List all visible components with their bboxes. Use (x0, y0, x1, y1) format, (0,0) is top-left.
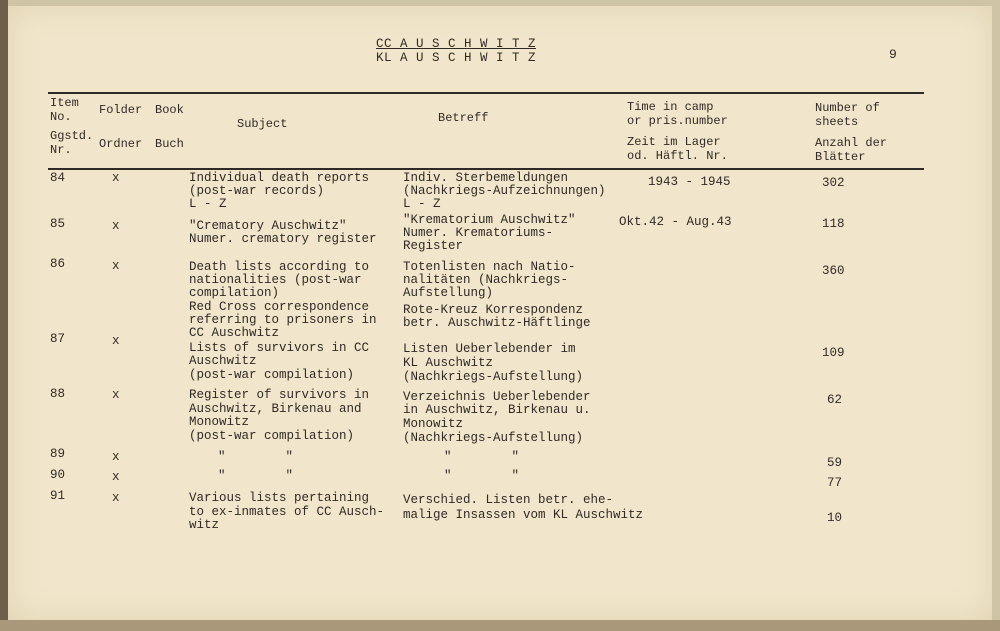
row-betreff-line: nalitäten (Nachkriegs- (403, 273, 569, 287)
col-sheets-de-line1: Anzahl der (815, 136, 888, 150)
row-folder-mark: x (112, 470, 120, 484)
row-betreff-line: Listen Ueberlebender im (403, 342, 576, 356)
row-item-number: 87 (50, 332, 66, 346)
row-subject-line: L - Z (189, 197, 227, 211)
row-folder-mark: x (112, 450, 120, 464)
row-subject-line: referring to prisoners in (189, 313, 377, 327)
row-betreff-line: Aufstellung) (403, 286, 494, 300)
row-item-number: 89 (50, 447, 66, 461)
row-time: Okt.42 - Aug.43 (619, 215, 732, 229)
row-item-number: 84 (50, 171, 66, 185)
row-subject-ditto: " " (218, 469, 294, 483)
row-item-number: 85 (50, 217, 66, 231)
row-betreff-line: Totenlisten nach Natio- (403, 260, 576, 274)
col-book: Book (155, 103, 184, 117)
row-betreff-line: Rote-Kreuz Korrespondenz (403, 303, 584, 317)
row-subject-line: CC Auschwitz (189, 326, 280, 340)
col-folder: Folder (99, 103, 143, 117)
row-betreff-line: KL Auschwitz (403, 356, 494, 370)
row-betreff-line: Verzeichnis Ueberlebender (403, 390, 591, 404)
row-subject-line: (post-war compilation) (189, 429, 355, 443)
row-betreff-line: (Nachkriegs-Aufzeichnungen) (403, 184, 606, 198)
row-betreff-line: Monowitz (403, 417, 464, 431)
row-item-number: 90 (50, 468, 66, 482)
title-english: CC A U S C H W I T Z (376, 37, 537, 51)
page-bottom-edge (0, 620, 1000, 631)
row-subject-line: Various lists pertaining (189, 491, 370, 505)
row-subject-line: Register of survivors in (189, 388, 370, 402)
col-time-line1: Time in camp (627, 100, 714, 114)
col-time-de-line2: od. Häftl. Nr. (627, 149, 728, 163)
col-betreff: Betreff (438, 111, 489, 125)
row-folder-mark: x (112, 219, 120, 233)
row-sheets: 118 (822, 217, 845, 231)
row-subject-line: Red Cross correspondence (189, 300, 370, 314)
binding-edge (0, 0, 8, 631)
row-betreff-line: Numer. Krematoriums- (403, 226, 554, 240)
col-sheets-line1: Number of (815, 101, 880, 115)
row-betreff-line: Verschied. Listen betr. ehe- (403, 493, 614, 507)
row-subject-line: Monowitz (189, 415, 250, 429)
row-subject-line: Death lists according to (189, 260, 370, 274)
row-betreff-line: "Krematorium Auschwitz" (403, 213, 576, 227)
row-subject-line: to ex-inmates of CC Ausch- (189, 505, 385, 519)
row-sheets: 302 (822, 176, 845, 190)
col-item-de-line1: Ggstd. (50, 129, 94, 143)
row-betreff-line: betr. Auschwitz-Häftlinge (403, 316, 591, 330)
row-sheets: 62 (827, 393, 843, 407)
col-book-de: Buch (155, 137, 184, 151)
row-item-number: 86 (50, 257, 66, 271)
row-subject-line: (post-war compilation) (189, 368, 355, 382)
row-betreff-line: malige Insassen vom KL Auschwitz (403, 508, 644, 522)
row-time: 1943 - 1945 (648, 175, 731, 189)
col-sheets-line2: sheets (815, 115, 859, 129)
row-subject-line: compilation) (189, 286, 280, 300)
row-subject-line: Numer. crematory register (189, 232, 377, 246)
row-item-number: 88 (50, 387, 66, 401)
row-betreff-line: Indiv. Sterbemeldungen (403, 171, 569, 185)
row-subject-ditto: " " (218, 450, 294, 464)
row-betreff-line: (Nachkriegs-Aufstellung) (403, 370, 584, 384)
col-sheets-de-line2: Blätter (815, 150, 866, 164)
col-item-line1: Item (50, 96, 79, 110)
col-folder-de: Ordner (99, 137, 143, 151)
row-folder-mark: x (112, 259, 120, 273)
header-top-rule (48, 92, 924, 94)
row-subject-line: "Crematory Auschwitz" (189, 219, 347, 233)
row-sheets: 10 (827, 511, 843, 525)
row-betreff-ditto: " " (444, 469, 520, 483)
page-number: 9 (889, 47, 897, 62)
row-sheets: 77 (827, 476, 843, 490)
row-sheets: 59 (827, 456, 843, 470)
row-subject-line: witz (189, 518, 220, 532)
col-time-line2: or pris.number (627, 114, 728, 128)
row-subject-line: Lists of survivors in CC (189, 341, 370, 355)
col-item-line2: No. (50, 110, 72, 124)
row-subject-line: Auschwitz (189, 354, 257, 368)
row-folder-mark: x (112, 334, 120, 348)
row-betreff-line: L - Z (403, 197, 441, 211)
header-bottom-rule (48, 168, 924, 170)
row-folder-mark: x (112, 388, 120, 402)
row-betreff-ditto: " " (444, 450, 520, 464)
row-sheets: 360 (822, 264, 845, 278)
row-folder-mark: x (112, 491, 120, 505)
col-subject: Subject (237, 117, 288, 131)
row-betreff-line: in Auschwitz, Birkenau u. (403, 403, 591, 417)
row-betreff-line: (Nachkriegs-Aufstellung) (403, 431, 584, 445)
title-german: KL A U S C H W I T Z (376, 51, 537, 65)
row-subject-line: Auschwitz, Birkenau and (189, 402, 362, 416)
row-folder-mark: x (112, 171, 120, 185)
row-subject-line: Individual death reports (189, 171, 370, 185)
row-subject-line: (post-war records) (189, 184, 325, 198)
row-item-number: 91 (50, 489, 66, 503)
row-sheets: 109 (822, 346, 845, 360)
row-subject-line: nationalities (post-war (189, 273, 362, 287)
col-item-de-line2: Nr. (50, 143, 72, 157)
row-betreff-line: Register (403, 239, 464, 253)
col-time-de-line1: Zeit im Lager (627, 135, 721, 149)
